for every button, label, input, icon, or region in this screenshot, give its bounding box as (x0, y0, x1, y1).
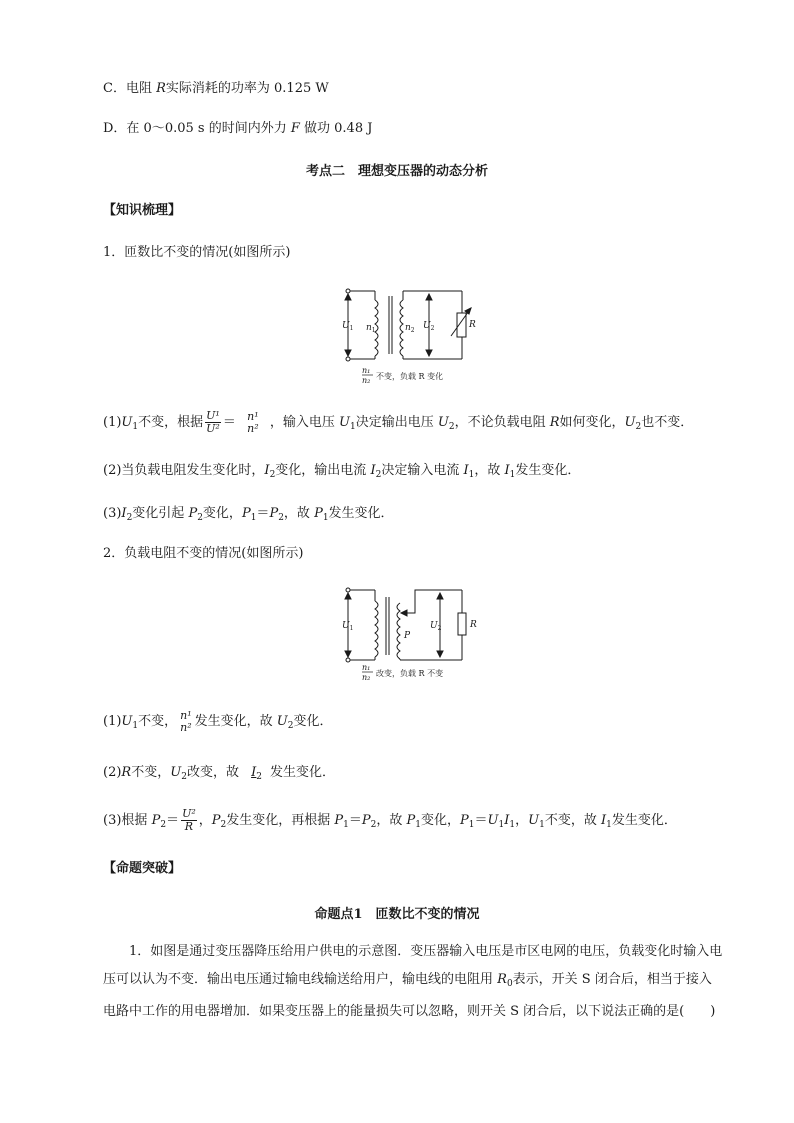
caption-num-2: n₁ (362, 663, 371, 672)
transformer-figure-fixed-ratio (335, 280, 475, 386)
caption-num: n₁ (362, 366, 371, 375)
knowledge-heading: 【知识梳理】 (103, 203, 182, 218)
n1-label: $n_1$ (366, 323, 376, 334)
caption-den-2: n₂ (362, 673, 371, 682)
option-c: C．电阻 R实际消耗的功率为 0.125 W (103, 81, 329, 96)
case2-line1: $(1)U_1$不变， n¹ n² 发生变化，故 $U_2$变化． (103, 708, 333, 734)
option-d: D．在 0～0.05 s 的时间内外力 F 做功 0.48 J (103, 121, 373, 136)
u2-label: $U_2$ (423, 321, 435, 332)
r-label-2: R (470, 620, 477, 630)
u2-label-2: $U_2$ (430, 621, 442, 632)
case1-line1: $(1)U_1$不变，根据 $\frac{\text{U¹}}{\text{U²}}$ ＝ n¹ n² ，输入电压 $U_1$决定输出电压 $U_2$，不论负载电阻 R如何变化，$U_2$也不变． (103, 409, 694, 435)
case2-line2: (2)R不变，$U_2$改变，故 $I_2$ 发生变化． (103, 765, 335, 782)
case2-line3: (3)根据 $P_2=$ $\frac{\text{U²}}{R}$ ，$P_2$发生变化，再根据 $P_1=P_2$，故 $P_1$变化，$P_1=U_1I_1$，$U_1$不变，故 $I_1$发生变化． (103, 807, 677, 833)
caption-text: 不变，负载 R 变化 (376, 372, 444, 381)
caption-den: n₂ (362, 376, 371, 385)
breakthrough-heading: 【命题突破】 (103, 861, 182, 876)
case2-title: 2．负载电阻不变的情况(如图所示) (103, 546, 304, 561)
u1-label: $U_1$ (342, 321, 354, 332)
section-title: 考点二 理想变压器的动态分析 (305, 164, 488, 179)
case1-title: 1．匝数比不变的情况(如图所示) (103, 245, 291, 260)
n2-label: $n_2$ (405, 323, 415, 334)
subsection-title: 命题点1 匝数比不变的情况 (314, 907, 480, 922)
case1-line3: $(3)I_2$变化引起 $P_2$变化，$P_1=P_2$，故 $P_1$发生变化． (103, 506, 394, 523)
u1-label-2: $U_1$ (342, 621, 354, 632)
p-label: P (404, 631, 411, 641)
question-text: 1．如图是通过变压器降压给用户供电的示意图．变压器输入电压是市区电网的电压，负载变化时输入电压可以认为不变．输出电压通过输电线输送给用户，输电线的电阻用 $R_0$表示，开关 S 闭合后，相当于接入电路中工作的用电器增加．如果变压器上的能量损失可以忽略，则开关 S 闭合后，以下说法正确的是( ) (103, 944, 723, 1019)
caption-text-2: 改变，负载 R 不变 (376, 669, 444, 678)
case1-line2: (2)当负载电阻发生变化时，$I_2$变化，输出电流 $I_2$决定输入电流 $I_1$，故 $I_1$发生变化． (103, 463, 581, 480)
r-label: R (469, 320, 476, 330)
transformer-figure-fixed-load (335, 583, 475, 683)
